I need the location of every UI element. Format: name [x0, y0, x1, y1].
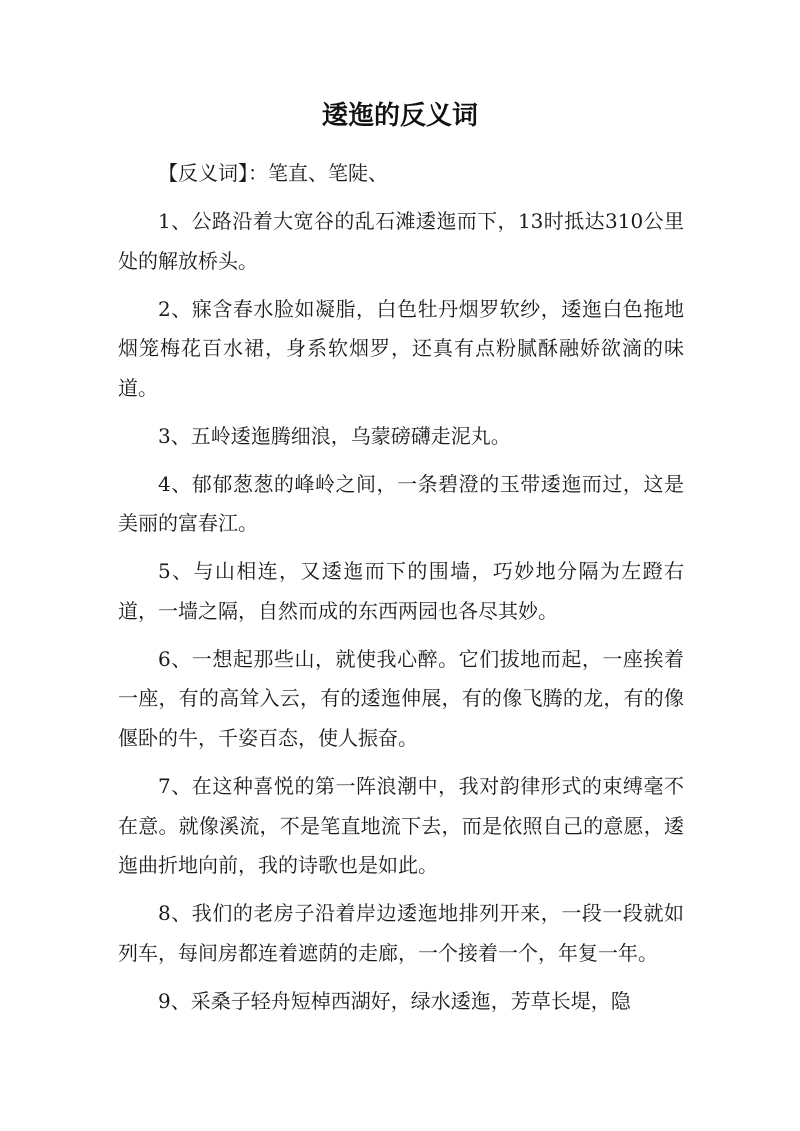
page-title: 逶迤的反义词 [321, 101, 478, 131]
example-sentence-7: 7、在这种喜悦的第一阵浪潮中，我对韵律形式的束缚毫不在意。就像溪流，不是笔直地流下去，而是依照自己的意愿，逶迤曲折地向前，我的诗歌也是如此。 [118, 774, 684, 878]
example-sentence-6: 6、一想起那些山，就使我心醉。它们拔地而起，一座挨着一座，有的高耸入云，有的逶迤伸展，有的像飞腾的龙，有的像偃卧的牛，千姿百态，使人振奋。 [118, 646, 684, 751]
paragraph-antonyms: 【反义词】：笔直、笔陡、 [158, 161, 388, 185]
example-sentence-4: 4、郁郁葱葱的峰岭之间，一条碧澄的玉带逶迤而过，这是美丽的富春江。 [118, 471, 684, 536]
example-sentence-9: 9、采桑子轻舟短棹西湖好，绿水逶迤，芳草长堤，隐 [158, 988, 631, 1013]
example-sentence-8: 8、我们的老房子沿着岸边逶迤地排列开来，一段一段就如列车，每间房都连着遮荫的走廊，一个接着一个，年复一年。 [118, 901, 684, 965]
example-sentence-3: 3、五岭逶迤腾细浪，乌蒙磅礴走泥丸。 [158, 423, 511, 448]
example-sentence-1: 1、公路沿着大宽谷的乱石滩逶迤而下，13时抵达310公里处的解放桥头。 [118, 208, 684, 273]
example-sentence-2: 2、寐含春水脸如凝脂，白色牡丹烟罗软纱，逶迤白色拖地烟笼梅花百水裙，身系软烟罗，还真有点粉腻酥融娇欲滴的味道。 [118, 296, 684, 400]
example-sentence-5: 5、与山相连，又逶迤而下的围墙，巧妙地分隔为左蹬右道，一墙之隔，自然而成的东西两园也各尽其妙。 [118, 559, 684, 623]
document-body [118, 154, 684, 1030]
